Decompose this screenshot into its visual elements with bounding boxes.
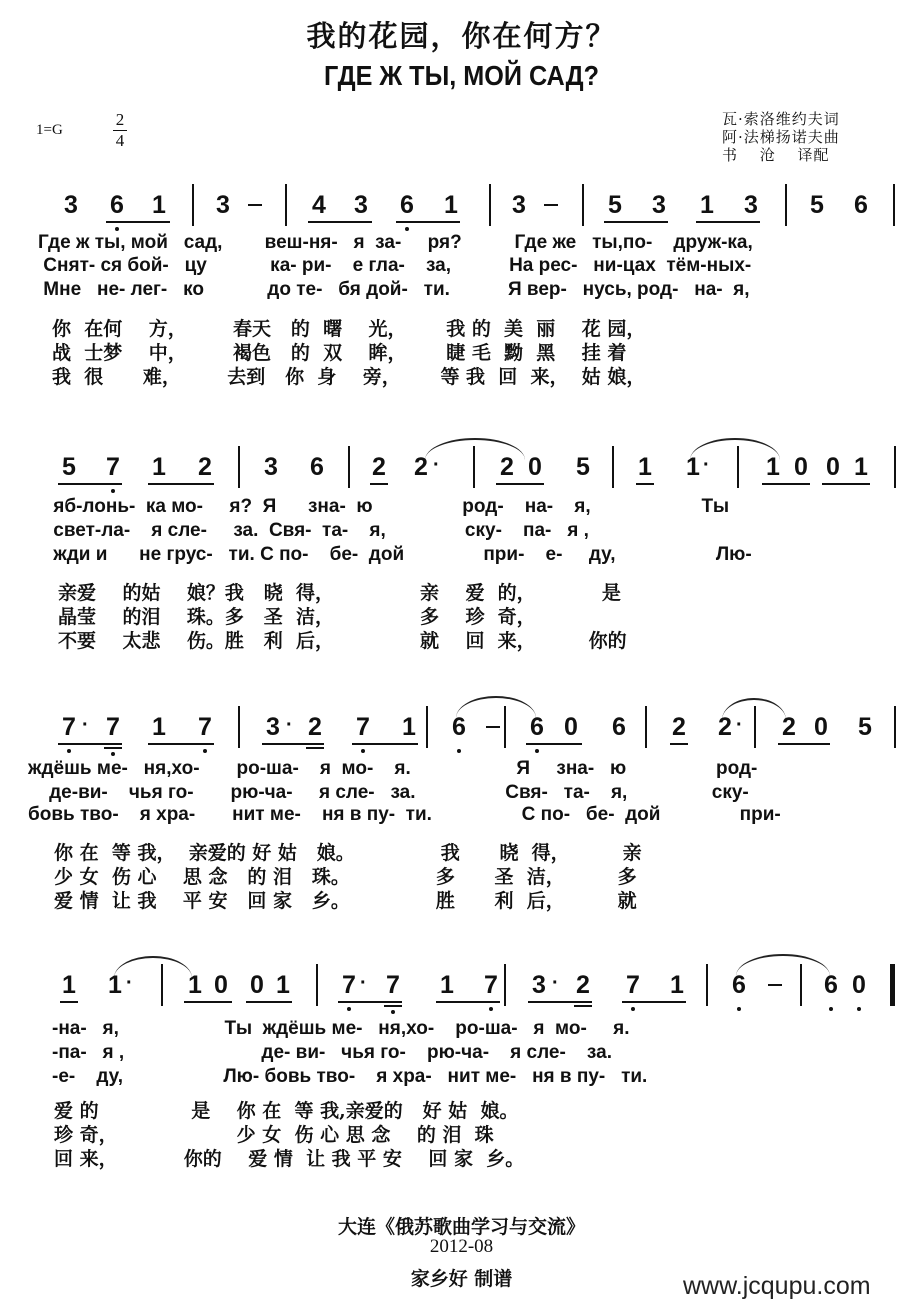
lyrics-cn-verse2: 少 女 伤 心 思 念 的 泪 珠。 多 圣 洁， 多 [54,866,637,888]
note: 0 [564,713,578,741]
barline [316,964,318,1006]
note: 3 [652,191,666,219]
staff-system-2: 5 7 1 2 3 6 2 2 · 2 0 5 1 1 · 1 0 0 1 [0,452,923,502]
lyrics-ru-verse2: свет-ла- я сле- за. Свя- та- я, ску- па- я , [48,520,589,541]
note: 7 [624,970,642,1000]
barline [785,184,787,226]
barline [473,446,475,488]
note: 7 [384,970,402,1000]
note: 5 [810,191,824,219]
note: 5 [858,713,872,741]
lyrics-cn-verse3: 爱 情 让 我 平 安 回 家 乡。 胜 利 后， 就 [54,890,637,912]
lyrics-cn-verse1: 爱 的 是 你 在 等 我,亲爱的 好 姑 娘。 [54,1100,519,1122]
barline [582,184,584,226]
note: 6 [730,970,748,1000]
note: 3 [216,191,230,219]
staff-system-3: 7 · 7 1 7 3 · 2 7 1 6 6 0 6 2 2 · 2 0 5 [0,712,923,762]
key-signature: 1=G [36,122,63,138]
credit-translator: 书 沧 译配 [722,146,830,164]
note: 2 [372,453,386,481]
note: 1 [152,191,166,219]
lyrics-cn-verse3: 不要 太悲 伤。胜 利 后， 就 回 来， 你的 [58,630,627,652]
note: 3 [744,191,758,219]
note: 0 [814,713,828,741]
note: 3 [266,713,280,741]
note: 0 [826,453,840,481]
credits [722,110,840,164]
note: 0 [850,970,868,1000]
note: 1 [670,971,684,999]
title-russian: ГДЕ Ж ТЫ, МОЙ САД? [323,60,600,91]
lyrics-ru-verse1: -на- я, Ты ждёшь ме- ня,хо- ро-ша- я мо- я. [52,1018,630,1039]
note: 2 [414,453,428,481]
barline [161,964,163,1006]
lyrics-ru-verse2: де-ви- чья го- рю-ча- я сле- за. Свя- та- я, ску- [28,782,749,803]
footer-maker: 家乡好 制谱 [410,1268,513,1290]
lyrics-cn-verse2: 战 士梦 中， 褐色 的 双 眸， 睫 毛 黝 黑 挂 着 [52,342,627,364]
note: 1 [62,971,76,999]
tie [114,956,192,978]
note: 7 [60,712,78,742]
note: 6 [450,712,468,742]
note: 3 [64,191,78,219]
note: 7 [104,712,122,742]
barline [645,706,647,748]
time-signature [113,110,127,151]
barline [504,706,506,748]
note: 1 [700,191,714,219]
note: 1 [444,191,458,219]
note: 5 [576,453,590,481]
lyrics-cn-verse1: 你 在 等 我， 亲爱的 好 姑 娘。 我 晓 得， 亲 [54,842,642,864]
note: 2 [576,971,590,999]
barline [800,964,802,1006]
lyrics-ru-verse1: Где ж ты, мой сад, веш-ня- я за- ря? Где же ты,по- друж-ка, [38,232,753,253]
lyrics-ru-verse2: -па- я , де- ви- чья го- рю-ча- я сле- за. [52,1042,612,1063]
staff-system-4: 1 1 · 1 0 0 1 7 · 7 1 7 3 · 2 7 1 6 6 0 [0,970,923,1020]
tie [736,954,830,976]
note: 2 [718,713,732,741]
note: 7 [340,970,358,1000]
note: 0 [250,971,264,999]
note: 7 [104,452,122,482]
note: 6 [398,190,416,220]
note: 1 [402,713,416,741]
note: 3 [354,191,368,219]
note: 0 [794,453,808,481]
lyrics-cn-verse3: 回 来， 你的 爱 情 让 我 平 安 回 家 乡。 [54,1148,525,1170]
note: 6 [822,970,840,1000]
lyrics-ru-verse3: -е- ду, Лю- бовь тво- я хра- нит ме- ня в пу- ти. [52,1066,648,1087]
credit-composer: 阿·法梯扬诺夫曲 [722,128,840,146]
footer-date: 2012-08 [429,1236,494,1257]
barline [504,964,506,1006]
note: 6 [612,713,626,741]
lyrics-ru-verse3: бовь тво- я хра- нит ме- ня в пу- ти. С по- бе- дой при- [28,804,781,825]
lyrics-cn-verse1: 亲爱 的姑 娘？我 晓 得， 亲 爱 的， 是 [58,582,621,604]
lyrics-ru-verse1: яб-лонь- ка мо- я? Я зна- ю род- на- я, Ты [48,496,730,517]
note: 3 [264,453,278,481]
barline [238,706,240,748]
barline [894,446,896,488]
barline [192,184,194,226]
barline [612,446,614,488]
note: 1 [686,453,700,481]
note: 4 [312,191,326,219]
note: 1 [638,453,652,481]
barline [285,184,287,226]
time-signature-bottom: 4 [113,130,127,151]
note: 2 [500,453,514,481]
tie [456,696,536,718]
note: 0 [214,971,228,999]
note: 0 [528,453,542,481]
note: 1 [854,453,868,481]
lyrics-cn-verse3: 我 很 难， 去到 你 身 旁， 等 我 回 来， 姑 娘， [52,366,646,388]
final-barline [890,964,895,1006]
credit-lyricist: 瓦·索洛维约夫词 [722,110,840,128]
lyrics-cn-verse2: 晶莹 的泪 珠。多 圣 洁， 多 珍 奇， [58,606,536,628]
note: 6 [854,191,868,219]
barline [348,446,350,488]
note: 2 [198,453,212,481]
lyrics-ru-verse2: Снят- ся бой- цу ка- ри- е гла- за, На рес- ни-цах тём-ных- [38,255,752,276]
barline [893,184,895,226]
lyrics-ru-verse3: жди и не грус- ти. С по- бе- дой при- е- ду, Лю- [48,544,752,565]
note: 7 [354,712,372,742]
footer-source: 大连《俄苏歌曲学习与交流》 [337,1216,585,1238]
note: 3 [532,971,546,999]
note: 6 [528,712,546,742]
note: 1 [766,453,780,481]
note: 7 [196,712,214,742]
note: 1 [188,971,202,999]
note: 6 [310,453,324,481]
note: 1 [152,713,166,741]
note: 5 [608,191,622,219]
watermark-link[interactable]: www.jcqupu.com [683,1272,871,1300]
note: 6 [108,190,126,220]
note: 1 [108,971,122,999]
barline [894,706,896,748]
lyrics-cn-verse2: 珍 奇， 少 女 伤 心 思 念 的 泪 珠 [54,1124,494,1146]
note: 2 [672,713,686,741]
note: 2 [782,713,796,741]
note: 1 [152,453,166,481]
barline [426,706,428,748]
note: 3 [512,191,526,219]
barline [754,706,756,748]
note: 1 [276,971,290,999]
lyrics-ru-verse1: ждёшь ме- ня,хо- ро-ша- я мо- я. Я зна- ю род- [28,758,758,779]
barline [737,446,739,488]
barline [489,184,491,226]
title-chinese: 我的花园，你在何方？ [306,19,617,53]
lyrics-cn-verse1: 你 在何 方， 春天 的 曙 光， 我 的 美 丽 花 园， [52,318,646,340]
barline [238,446,240,488]
barline [706,964,708,1006]
note: 2 [308,713,322,741]
note: 5 [62,453,76,481]
time-signature-top: 2 [115,110,125,129]
note: 1 [440,971,454,999]
lyrics-ru-verse3: Мне не- лег- ко до те- бя дой- ти. Я вер- нусь, род- на- я, [38,279,750,300]
note: 7 [482,970,500,1000]
